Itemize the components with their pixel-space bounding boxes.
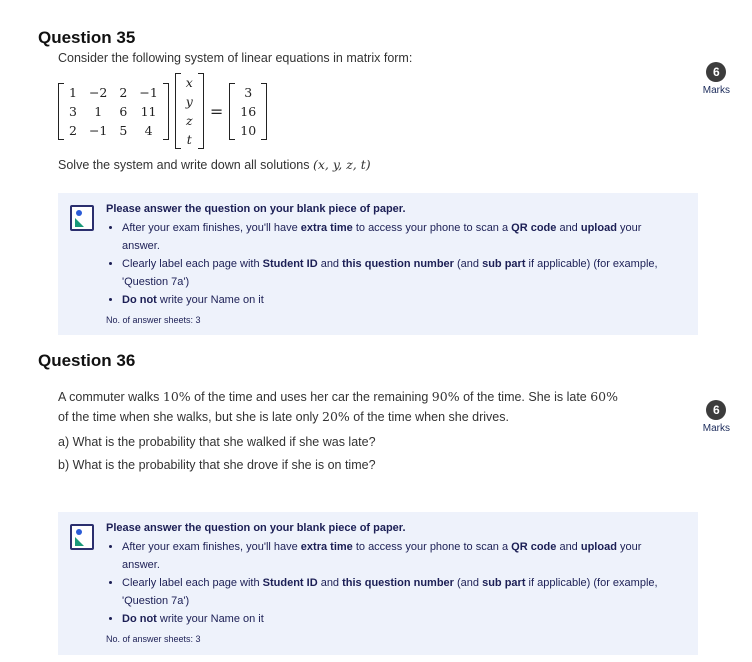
answer-sheets-count: No. of answer sheets: 3 <box>106 315 201 325</box>
part-a: a) What is the probability that she walked if she was late? <box>58 435 376 449</box>
matrix-entry: t <box>186 132 192 147</box>
matrix-entry: 3 <box>244 84 253 100</box>
matrix-entry: 3 <box>69 103 77 119</box>
marks-label: Marks <box>702 85 730 96</box>
instruction-item: • Clearly label each page with Student ID and this question number (and sub part if applicable) (for example, 'Question 7a') <box>122 574 682 610</box>
marks-label: Marks <box>702 423 730 434</box>
tuple: (x, y, z, t) <box>313 157 371 172</box>
matrix-equation <box>58 73 752 149</box>
marks-badge <box>703 400 730 434</box>
equals-sign: = <box>209 101 224 121</box>
question-prompt: Solve the system and write down all solutions <box>58 158 310 172</box>
matrix-entry: y <box>185 94 193 109</box>
matrix-entry: 2 <box>119 84 128 100</box>
question-text: A commuter walks 10% of the time and uses her car the remaining 90% of the time. She is late 60% of the time when she walks, but she is late only 20% of the time when she drives. <box>58 389 619 424</box>
matrix-entry: 6 <box>119 103 128 119</box>
matrix-entry: −1 <box>88 122 108 138</box>
matrix-entry: 5 <box>119 122 128 138</box>
question-title: Question 35 <box>38 28 136 47</box>
matrix-entry: x <box>185 75 193 90</box>
part-b: b) What is the probability that she drove if she is on time? <box>58 458 376 472</box>
matrix-entry: 2 <box>69 122 77 138</box>
instruction-item: • Do not write your Name on it <box>122 610 682 628</box>
question-35 <box>38 28 752 172</box>
paper-upload-icon <box>70 524 94 550</box>
question-36 <box>38 351 752 472</box>
matrix-entry: −2 <box>88 84 108 100</box>
marks-badge <box>703 62 730 96</box>
instructions-heading: Please answer the question on your blank piece of paper. <box>106 203 406 215</box>
matrix-entry: 1 <box>94 103 103 119</box>
matrix-entry: 11 <box>140 103 157 119</box>
instructions-heading: Please answer the question on your blank piece of paper. <box>106 522 406 534</box>
instruction-item: • Do not write your Name on it <box>122 291 682 309</box>
marks-count: 6 <box>706 400 726 420</box>
matrix-entry: −1 <box>139 84 158 100</box>
instruction-item: • After your exam finishes, you'll have extra time to access your phone to scan a QR code and upload your answer. <box>122 538 682 574</box>
instruction-item: • After your exam finishes, you'll have extra time to access your phone to scan a QR code and upload your answer. <box>122 219 682 255</box>
matrix-entry: 16 <box>240 103 257 119</box>
matrix-entry: z <box>186 113 193 128</box>
marks-count: 6 <box>706 62 726 82</box>
answer-instructions <box>58 193 698 335</box>
answer-instructions <box>58 512 698 655</box>
matrix-entry: 10 <box>240 122 257 138</box>
answer-sheets-count: No. of answer sheets: 3 <box>106 634 201 644</box>
matrix-entry: 1 <box>69 84 77 100</box>
paper-upload-icon <box>70 205 94 231</box>
question-intro: Consider the following system of linear equations in matrix form: <box>58 51 413 65</box>
instruction-item: • Clearly label each page with Student ID and this question number (and sub part if applicable) (for example, 'Question 7a') <box>122 255 682 291</box>
instructions-list <box>106 538 682 628</box>
instructions-list <box>106 219 682 309</box>
matrix-entry: 4 <box>144 122 153 138</box>
question-title: Question 36 <box>38 351 136 370</box>
